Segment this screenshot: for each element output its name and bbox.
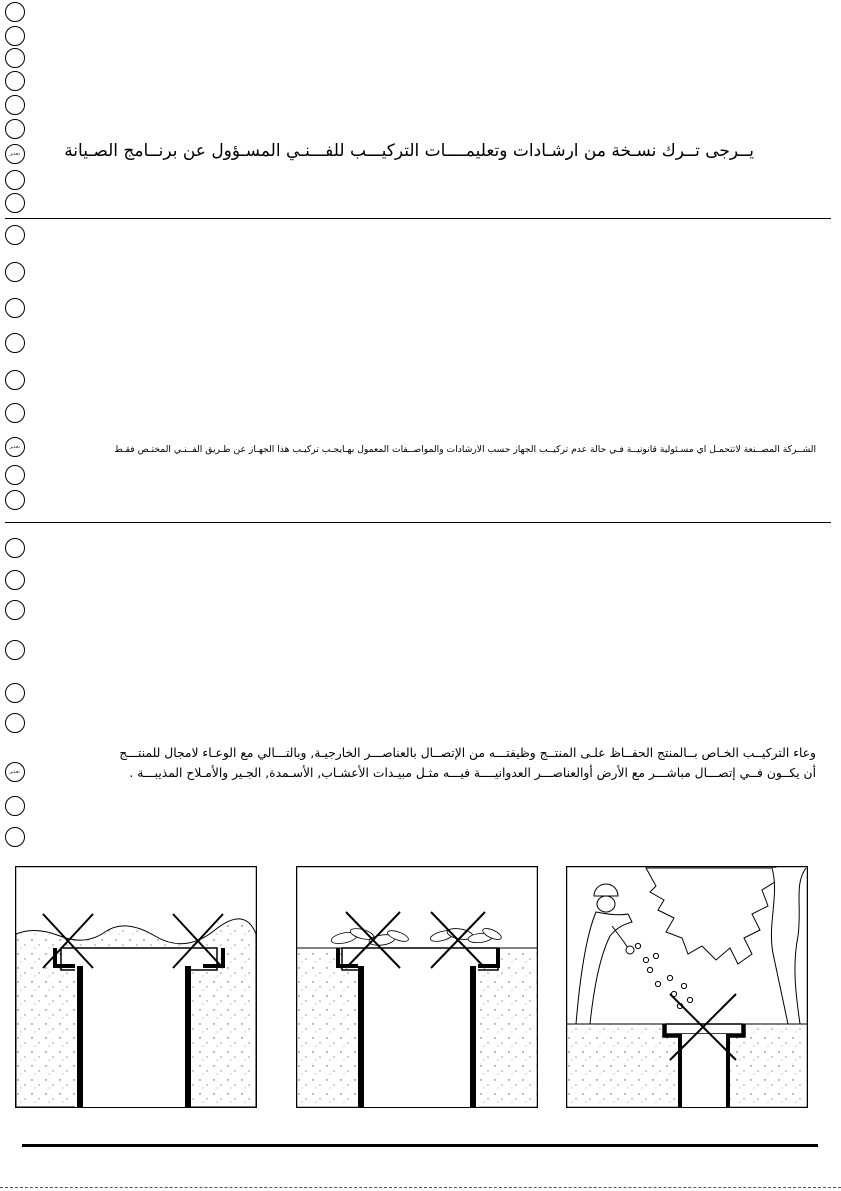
chemicals-contact-figure (566, 866, 808, 1108)
blank-circle (5, 170, 25, 190)
page-edge (0, 1187, 841, 1188)
blank-circle (5, 225, 25, 245)
warning-badge-label: تحذير (9, 150, 21, 157)
warning-badge-icon (5, 437, 25, 457)
warning-badge-icon (5, 762, 25, 782)
warning-badge-icon (5, 144, 25, 164)
footer-rule (22, 1144, 818, 1147)
warning-badge-label: تحذير (9, 768, 21, 775)
blank-circle (5, 95, 25, 115)
blank-circle (5, 262, 25, 282)
blank-circle (5, 490, 25, 510)
blank-circle (5, 827, 25, 847)
section-divider (5, 522, 831, 523)
blank-circle (5, 2, 25, 22)
section-divider (5, 218, 831, 219)
blank-circle (5, 538, 25, 558)
blank-circle (5, 640, 25, 660)
mud-contact-figure (15, 866, 257, 1108)
blank-circle (5, 403, 25, 423)
blank-circle (5, 713, 25, 733)
maintenance-note: يــرجى تــرك نسـخة من ارشـادات وتعليمــــات التركيـــب للفـــنـي المسـؤول عن برنــامج الصـيانة (64, 141, 754, 161)
blank-circle (5, 298, 25, 318)
blank-circle (5, 119, 25, 139)
enclosure-note-line1: وعاء التركيــب الخـاص بــالمنتج الحفــاظ علـى المنتــج وظيفتـــه من الإتصــال بالعناصـــر الخارجيـة, وبالتـــالي مع الوعـاء لامجال للمنتـــج (119, 746, 816, 760)
warning-badge-label: تحذير (9, 443, 21, 450)
blank-circle (5, 71, 25, 91)
blank-circle (5, 370, 25, 390)
blank-circle (5, 26, 25, 46)
blank-circle (5, 600, 25, 620)
blank-circle (5, 570, 25, 590)
blank-circle (5, 796, 25, 816)
blank-circle (5, 465, 25, 485)
liability-note: الشــركة المصــنعة لاتتحمـل اي مسـئولية قانونيــة فـي حالة عدم تركيــب الجهاز حسب الارشادات والمواصــفات المعمول بهـايجـب تركيـب هذا الجهـاز عن طـريق الفــنـي المختـص فقـط (114, 444, 816, 455)
blank-circle (5, 683, 25, 703)
enclosure-note-line2: أن يكــون فــي إتصـــال مباشـــر مع الأرض أوالعناصـــر العدوانيــــة فيـــه مثـل مبيـدات الأعشـاب, الأسـمدة, الجـير والأمـلاح المذيبـــة . (129, 766, 816, 780)
leaves-contact-figure (296, 866, 538, 1108)
blank-circle (5, 193, 25, 213)
blank-circle (5, 48, 25, 68)
blank-circle (5, 333, 25, 353)
